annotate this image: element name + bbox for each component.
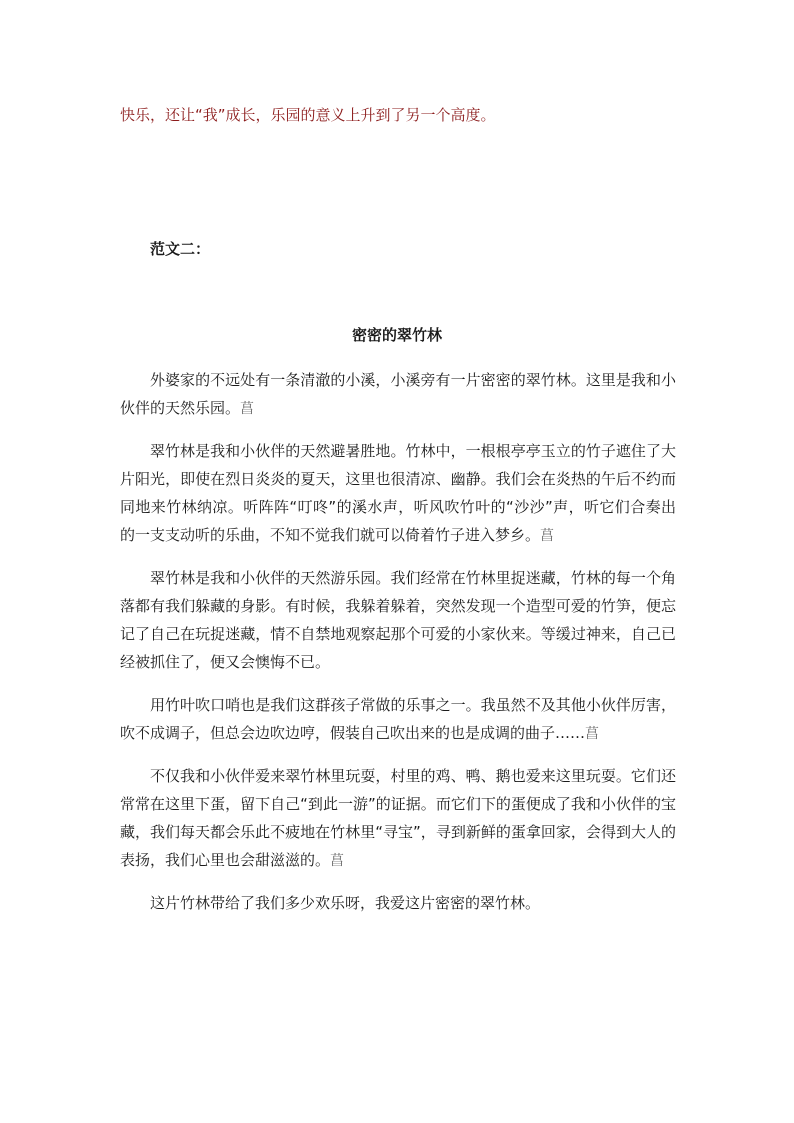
paragraph-mark: 菖 xyxy=(330,853,345,869)
essay-paragraph xyxy=(120,366,676,423)
essay-paragraph xyxy=(120,889,676,918)
paragraph-text: 翠竹林是我和小伙伴的天然避暑胜地。竹林中，一根根亭亭玉立的竹子遮住了大片阳光，即使在烈日炎炎的夏天，这里也很清凉、幽静。我们会在炎热的午后不约而同地来竹林纳凉。听阵阵“叮咚”的溪水声，听风吹竹叶的“沙沙”声，听它们合奏出的一支支动听的乐曲，不知不觉我们就可以倚着竹子进入梦乡。 xyxy=(120,442,676,544)
paragraph-text: 外婆家的不远处有一条清澈的小溪，小溪旁有一片密密的翠竹林。这里是我和小伙伴的天然乐园。 xyxy=(120,371,676,417)
essay-paragraph xyxy=(120,564,676,677)
paragraph-mark: 菖 xyxy=(585,726,600,742)
paragraph-text: 用竹叶吹口哨也是我们这群孩子常做的乐事之一。我虽然不及其他小伙伴厉害，吹不成调子，但总会边吹边哼，假装自己吹出来的也是成调的曲子…… xyxy=(120,696,676,742)
paragraph-text: 这片竹林带给了我们多少欢乐呀，我爱这片密密的翠竹林。 xyxy=(150,894,541,912)
paragraph-mark: 菖 xyxy=(240,401,255,417)
section-heading: 范文二： xyxy=(150,240,211,258)
essay-body xyxy=(120,366,676,932)
essay-paragraph xyxy=(120,762,676,875)
paragraph-mark: 菖 xyxy=(540,528,555,544)
paragraph-text: 不仅我和小伙伴爱来翠竹林里玩耍，村里的鸡、鸭、鹅也爱来这里玩耍。它们还常常在这里下蛋，留下自己“到此一游”的证据。而它们下的蛋便成了我和小伙伴的宝藏，我们每天都会乐此不疲地在竹林里“寻宝”，寻到新鲜的蛋拿回家，会得到大人的表扬，我们心里也会甜滋滋的。 xyxy=(120,767,676,869)
essay-title: 密密的翠竹林 xyxy=(351,326,442,344)
essay-paragraph xyxy=(120,437,676,550)
paragraph-text: 翠竹林是我和小伙伴的天然游乐园。我们经常在竹林里捉迷藏，竹林的每一个角落都有我们躲藏的身影。有时候，我躲着躲着，突然发现一个造型可爱的竹笋，便忘记了自己在玩捉迷藏，情不自禁地观察起那个可爱的小家伙来。等缓过神来，自己已经被抓住了，便又会懊悔不已。 xyxy=(120,569,676,671)
intro-closing-line: 快乐，还让“我”成长，乐园的意义上升到了另一个高度。 xyxy=(120,106,496,124)
essay-paragraph xyxy=(120,691,676,748)
